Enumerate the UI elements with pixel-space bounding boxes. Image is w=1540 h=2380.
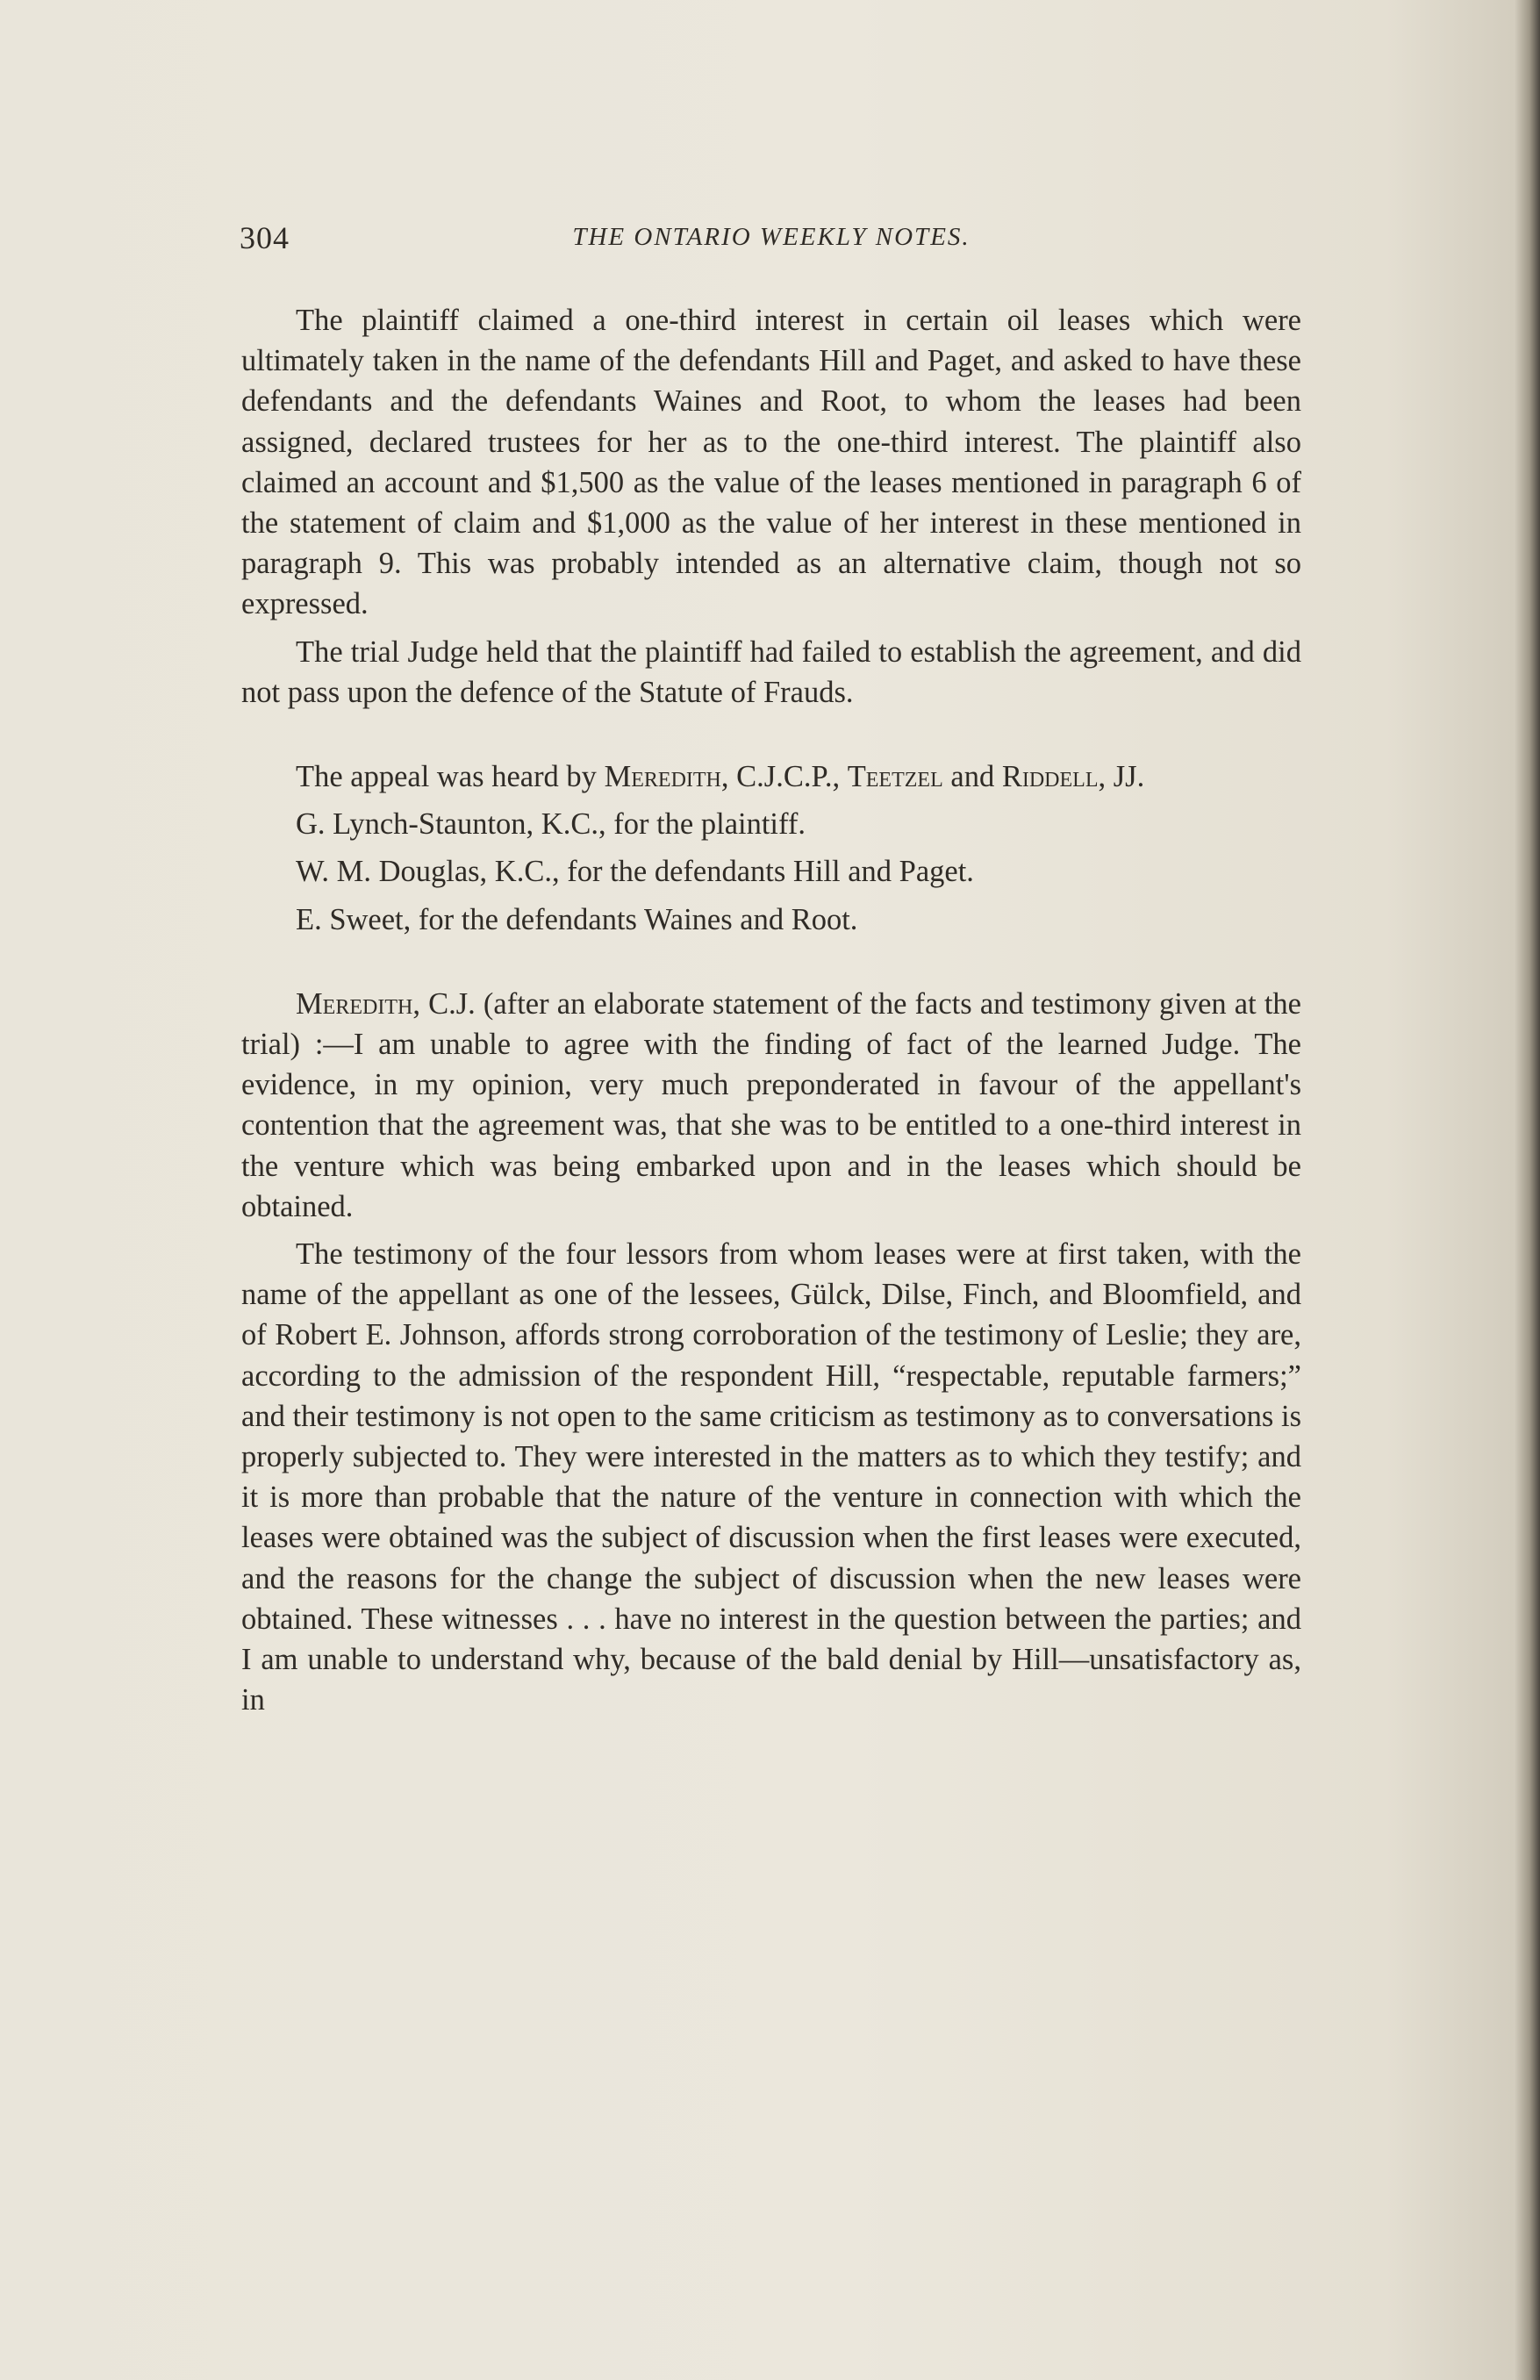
page-header <box>240 219 1303 263</box>
judge-name: Teetzel <box>847 760 943 794</box>
counsel-line: G. Lynch-Staunton, K.C., for the plaintiff. <box>296 807 806 842</box>
paragraph-appeal-bench <box>241 756 1301 797</box>
judge-name: Meredith <box>296 986 413 1021</box>
judge-name: Riddell <box>1001 760 1099 794</box>
bench-text: , C.J.C.P., <box>720 760 848 794</box>
bench-text-post: , JJ. <box>1098 760 1145 794</box>
page-edge-shadow <box>1514 0 1540 2380</box>
running-title: THE ONTARIO WEEKLY NOTES. <box>572 223 971 251</box>
judge-name: Meredith <box>604 760 721 794</box>
bench-text-pre: The appeal was heard by <box>296 760 605 794</box>
body-text <box>241 300 1301 1721</box>
paragraph-claim: The plaintiff claimed a one-third interest in certain oil leases which were ultimately taken in the name of the defendants Hill and Paget, and asked to have these defendants and the defendants Waines and Root, to whom the leases had been assigned, declared trustees for her as to the one-third interest. The plaintiff also claimed an account and $1,500 as the value of the leases mentioned in paragraph 6 of the statement of claim and $1,000 as the value of her interest in these mentioned in paragraph 9. This was probably intended as an alternative claim, though not so expressed. <box>241 304 1301 621</box>
paragraph-trial-judgment: The trial Judge held that the plaintiff had failed to establish the agreement, and did not pass upon the defence of the Statute of Frauds. <box>241 634 1301 709</box>
counsel-line: E. Sweet, for the defendants Waines and Root. <box>296 902 858 936</box>
page-number: 304 <box>240 220 290 255</box>
judgment-text: , C.J. (after an elaborate statement of the facts and testimony given at the trial) :—I am unable to agree with the finding of fact of the learned Judge. The evidence, in my opinion, very much preponderated in favour of the appellant's contention that the agreement was, that she was to be entitled to a one-third interest in the venture which was being embarked upon and in the leases which should be obtained. <box>241 986 1301 1223</box>
counsel-line: W. M. Douglas, K.C., for the defendants Hill and Paget. <box>296 855 974 889</box>
bench-text: and <box>942 760 1002 794</box>
paragraph-testimony: The testimony of the four lessors from whom leases were at first taken, with the name of the appellant as one of the lessees, Gülck, Dilse, Finch, and Bloomfield, and of Robert E. Johnson, affords strong corroboration of the testimony of Leslie; they are, according to the admission of the respondent Hill, “respectable, reputable farmers;” and their testimony is not open to the same criticism as testimony as to conversations is properly subjected to. They were interested in the matters as to which they testify; and it is more than probable that the nature of the venture in connection with which the leases were obtained was the subject of discussion when the first leases were executed, and the reasons for the change the subject of discussion when the new leases were obtained. These witnesses . . . have no interest in the question between the parties; and I am unable to understand why, because of the bald denial by Hill—unsatisfactory as, in <box>241 1237 1301 1717</box>
paragraph-judgment-opening <box>241 984 1301 1227</box>
